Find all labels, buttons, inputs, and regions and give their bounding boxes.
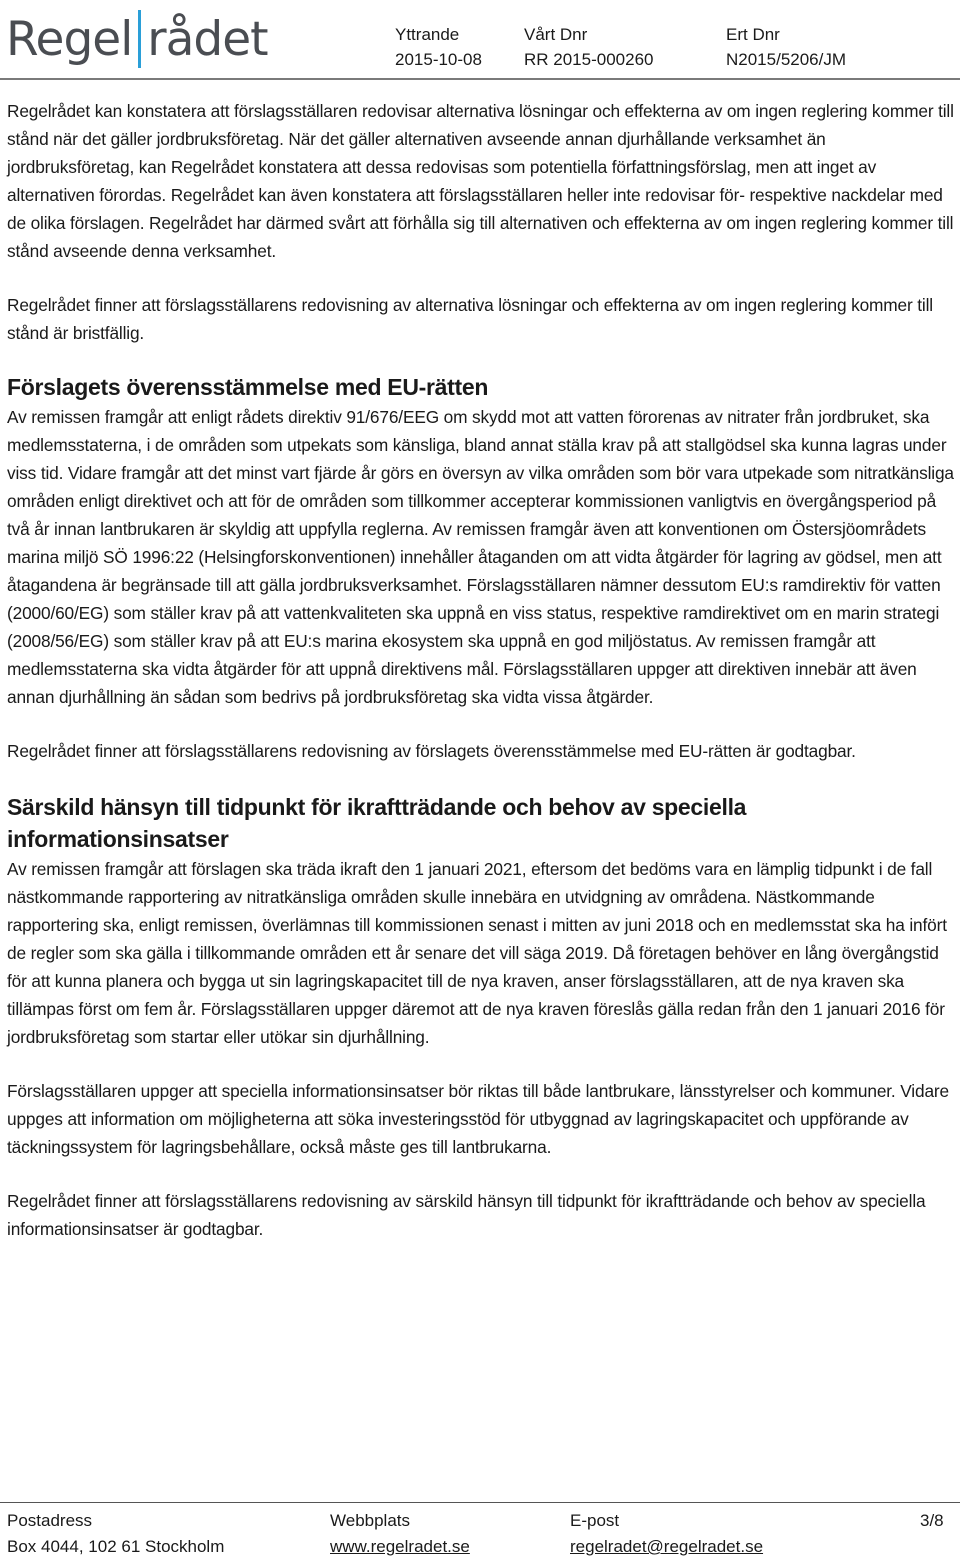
paragraph: Av remissen framgår att förslagen ska träda ikraft den 1 januari 2021, eftersom det bedöms vara en lämplig tidpunkt i de fall nästkommande rapportering av nitratkänsliga områden skulle innebära en utvidgning av områdena. Nästkommande rapportering ska, enligt remissen, överlämnas till kommissionen senast i mitten av juni 2018 och en medlemsstat ska ha infört de regler som ska gälla i tillkommande områden ett år senare det vill säga 2019. Då företagen behöver en lång övergångstid för att kunna planera och bygga ut sin lagringskapacitet till de nya kraven, anser förslagsställaren, att de nya kraven ska tillämpas först om fem år. Förslagsställaren uppger däremot att de nya kraven föreslås gälla redan från den 1 januari 2016 för jordbruksföretag som startar eller utökar sin djurhållning.: [7, 859, 947, 1047]
footer-webbplats: [330, 1508, 470, 1560]
footer-value: Box 4044, 102 61 Stockholm: [7, 1537, 225, 1556]
footer-label: Webbplats: [330, 1511, 411, 1530]
regelradet-logo: [6, 8, 268, 70]
logo-divider-bar: [138, 10, 141, 68]
page-number: 3/8: [920, 1511, 944, 1530]
document-body: [7, 97, 955, 1243]
meta-yttrande: [395, 22, 482, 72]
logo-text-left: Regel: [6, 11, 133, 67]
section-heading-ikrafttradande: Särskild hänsyn till tidpunkt för ikraftträdande och behov av speciella informationsinsatser: [7, 794, 747, 852]
email-link[interactable]: regelradet@regelradet.se: [570, 1537, 764, 1556]
meta-value: N2015/5206/JM: [726, 50, 847, 69]
meta-label: Yttrande: [395, 25, 460, 44]
footer-label: E-post: [570, 1511, 620, 1530]
footer-epost: [570, 1508, 763, 1560]
meta-label: Vårt Dnr: [524, 25, 588, 44]
meta-value: 2015-10-08: [395, 50, 482, 69]
meta-label: Ert Dnr: [726, 25, 780, 44]
footer-divider: [0, 1502, 960, 1503]
footer-label: Postadress: [7, 1511, 93, 1530]
paragraph: Regelrådet finner att förslagsställarens redovisning av förslagets överensstämmelse med EU-rätten är godtagbar.: [7, 741, 856, 761]
website-link[interactable]: www.regelradet.se: [330, 1537, 470, 1556]
paragraph: Av remissen framgår att enligt rådets direktiv 91/676/EEG om skydd mot att vatten förorenas av nitrater från jordbruket, ska medlemsstaterna, i de områden som utpekats som känsliga, bland annat ställa krav på att stallgödsel ska kunna lagras under viss tid. Vidare framgår att det minst vart fjärde år görs en översyn av vilka områden som bör vara utpekade som nitratkänsliga områden enligt direktivet och att för de områden som tillkommer accepterar kommissionen vanligtvis en övergångsperiod på två år innan lantbrukaren är skyldig att uppfylla reglerna. Av remissen framgår även att konventionen om Östersjöområdets marina miljö SÖ 1996:22 (Helsingforskonventionen) innehåller åtaganden om att vidta åtgärder för lagring av gödsel, men att åtagandena är begränsade till att gälla jordbruksverksamhet. Förslagsställaren nämner dessutom EU:s ramdirektiv för vatten (2000/60/EG) som ställer krav på att vattenkvaliteten ska uppnå en viss status, respektive ramdirektivet om en marin strategi (2008/56/EG) som ställer krav på att EU:s marina ekosystem ska uppnå en god miljöstatus. Av remissen framgår att medlemsstaterna ska vidta åtgärder för att uppnå direktivens mål. Förslagsställaren uppger att direktiven innebär att även annan djurhållning än sådan som bedrivs på jordbruksföretag ska vidta vissa åtgärder.: [7, 407, 954, 707]
meta-ert-dnr: [726, 22, 846, 72]
paragraph: Regelrådet kan konstatera att förslagsställaren redovisar alternativa lösningar och effekterna av om ingen reglering kommer till stånd när det gäller jordbruksföretag. När det gäller alternativen avseende annan djurhållande verksamhet än jordbruksföretag, kan Regelrådet konstatera att dessa redovisas som potentiella författningsförslag, men att inget av alternativen förordas. Regelrådet kan även konstatera att förslagsställaren heller inte redovisar för- respektive nackdelar med de olika förslagen. Regelrådet har därmed svårt att förhålla sig till alternativen och effekterna av om ingen reglering kommer till stånd avseende denna verksamhet.: [7, 101, 954, 261]
paragraph: Förslagsställaren uppger att speciella informationsinsatser bör riktas till både lantbrukare, länsstyrelser och kommuner. Vidare uppges att information om möjligheterna att söka investeringsstöd för utbyggnad av lagringskapacitet och uppförande av täckningssystem för lagringsbehållare, också måste ges till lantbrukarna.: [7, 1081, 949, 1157]
footer-postadress: [7, 1508, 224, 1560]
page-header: [0, 0, 960, 78]
header-divider: [0, 78, 960, 80]
section-heading-eu: Förslagets överensstämmelse med EU-rätten: [7, 374, 489, 400]
meta-value: RR 2015-000260: [524, 50, 654, 69]
meta-vart-dnr: [524, 22, 653, 72]
paragraph: Regelrådet finner att förslagsställarens redovisning av alternativa lösningar och effekterna av om ingen reglering kommer till stånd är bristfällig.: [7, 295, 933, 343]
paragraph: Regelrådet finner att förslagsställarens redovisning av särskild hänsyn till tidpunkt för ikraftträdande och behov av speciella informationsinsatser är godtagbar.: [7, 1191, 926, 1239]
logo-text-right: rådet: [147, 11, 268, 67]
